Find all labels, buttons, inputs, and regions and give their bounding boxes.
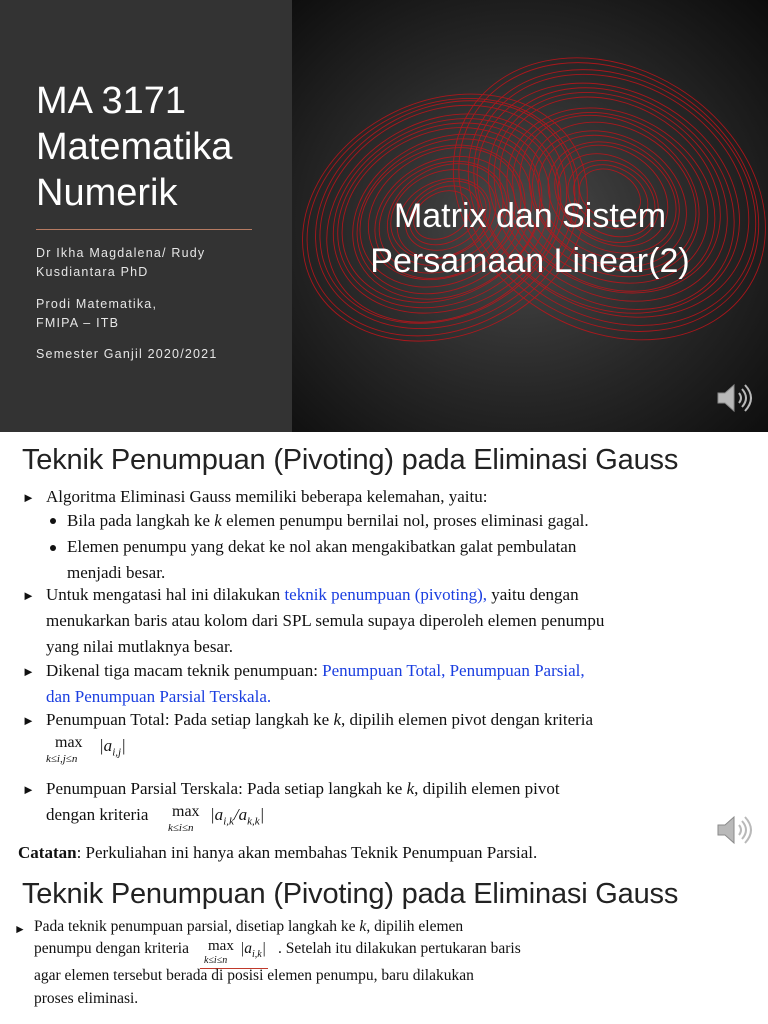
bullet-types-line2: dan Penumpuan Parsial Terskala.	[46, 687, 272, 706]
subscript: i,k	[252, 949, 262, 961]
slide-title	[320, 194, 740, 284]
max-operator: max	[208, 938, 234, 954]
note-label: Catatan	[18, 843, 77, 862]
partial-pivot-line3: agar elemen tersebut berada di posisi elemen penumpu, baru dilakukan	[34, 967, 474, 984]
text: yaitu dengan	[487, 585, 579, 604]
author-line1: Dr Ikha Magdalena/ Rudy	[36, 246, 206, 260]
course-name-line2: Numerik	[36, 172, 178, 214]
course-code: MA 3171	[36, 80, 186, 122]
bullet-dot-icon	[50, 518, 56, 524]
partial-pivot-line2-end: . Setelah itu dilakukan pertukaran baris	[278, 940, 521, 957]
partial-pivoting-slide	[0, 864, 768, 1024]
affiliation-line1: Prodi Matematika,	[36, 297, 158, 311]
author-line2: Kusdiantara PhD	[36, 265, 149, 279]
var-k: k	[214, 511, 222, 530]
formula-scaled-ratio	[210, 804, 264, 832]
course-name-line1: Matematika	[36, 126, 233, 168]
affiliation-line2: FMIPA – ITB	[36, 316, 120, 330]
var-k: k	[333, 710, 341, 729]
semester: Semester Ganjil 2020/2021	[36, 347, 218, 361]
text: |a	[210, 805, 224, 824]
title-divider	[36, 229, 252, 230]
bullet-solution-line3: yang nilai mutlaknya besar.	[46, 637, 233, 656]
course-title	[36, 78, 286, 216]
bullet-triangle-icon: ►	[22, 490, 35, 505]
text: Penumpuan Parsial Terskala: Pada setiap langkah ke	[46, 779, 407, 798]
text: |a	[240, 940, 253, 957]
subscript: i,j	[112, 746, 122, 759]
sub-bullet-rounding-line1: Elemen penumpu yang dekat ke nol akan mengakibatkan galat pembulatan	[67, 537, 577, 556]
subscript: k,k	[247, 815, 260, 828]
title-panel	[0, 0, 292, 432]
text: , dipilih elemen pivot	[414, 779, 560, 798]
bullet-triangle-icon: ►	[22, 664, 35, 679]
bullet-triangle-icon: ►	[22, 782, 35, 797]
affiliation	[36, 295, 157, 333]
slide-title-line1: Matrix dan Sistem	[393, 197, 667, 235]
title-slide	[0, 0, 768, 432]
var-k: k	[359, 918, 367, 935]
text: , dipilih elemen	[366, 918, 464, 935]
subscript: i,k	[223, 815, 234, 828]
bullet-total-pivoting	[46, 709, 593, 731]
bullet-scaled-pivoting-line1	[46, 778, 560, 800]
pivoting-types-term: Penumpuan Total, Penumpuan Parsial,	[322, 661, 585, 680]
speaker-icon[interactable]	[714, 810, 754, 850]
partial-pivot-line1	[34, 916, 463, 938]
text: |	[259, 805, 265, 824]
note-text: : Perkuliahan ini hanya akan membahas Teknik Penumpuan Parsial.	[76, 843, 538, 862]
text: Bila pada langkah ke	[67, 511, 215, 530]
bullet-triangle-icon: ►	[14, 922, 26, 936]
text: , dipilih elemen pivot dengan kriteria	[340, 710, 594, 729]
partial-pivot-line2-start: penumpu dengan kriteria	[34, 940, 189, 957]
text: Untuk mengatasi hal ini dilakukan	[46, 585, 285, 604]
var-k: k	[406, 779, 415, 798]
authors	[36, 244, 205, 282]
slide-title-line2: Persamaan Linear(2)	[370, 242, 690, 280]
max-subscript: k≤i≤n	[204, 955, 228, 966]
text: |	[261, 940, 266, 957]
text: |a	[99, 736, 113, 755]
slide-heading: Teknik Penumpuan (Pivoting) pada Eliminasi Gauss	[22, 878, 679, 910]
text: Dikenal tiga macam teknik penumpuan:	[46, 661, 323, 680]
sub-bullet-zero-pivot	[67, 510, 589, 532]
text: Penumpuan Total: Pada setiap langkah ke	[46, 710, 334, 729]
bullet-solution-line2: menukarkan baris atau kolom dari SPL semula supaya diperoleh elemen penumpu	[46, 611, 605, 630]
slide-heading: Teknik Penumpuan (Pivoting) pada Eliminasi Gauss	[22, 444, 679, 476]
bullet-triangle-icon: ►	[22, 713, 35, 728]
bullet-weaknesses: Algoritma Eliminasi Gauss memiliki beberapa kelemahan, yaitu:	[46, 487, 488, 506]
pivoting-term: teknik penumpuan (pivoting),	[284, 585, 487, 604]
max-operator: max	[55, 734, 83, 751]
text: |	[121, 736, 126, 755]
partial-pivot-line4: proses eliminasi.	[34, 990, 139, 1007]
bullet-types-line1	[46, 660, 585, 682]
bullet-dot-icon	[50, 545, 56, 551]
text: Pada teknik penumpuan parsial, disetiap langkah ke	[34, 918, 360, 935]
max-operator: max	[172, 803, 200, 820]
note	[18, 842, 537, 864]
bullet-solution-line1	[46, 584, 579, 606]
text: elemen penumpu bernilai nol, proses eliminasi gagal.	[221, 511, 589, 530]
speaker-icon[interactable]	[714, 378, 754, 418]
bullet-triangle-icon: ►	[22, 588, 35, 603]
bullet-scaled-pivoting-line2: dengan kriteria	[46, 805, 149, 824]
formula-abs-aij	[99, 735, 126, 763]
max-subscript: k≤i≤n	[168, 822, 194, 834]
sub-bullet-rounding-line2: menjadi besar.	[67, 563, 166, 582]
pivoting-slide	[0, 432, 768, 864]
formula-abs-aik	[240, 938, 266, 966]
max-subscript: k≤i,j≤n	[46, 753, 78, 765]
text: /a	[233, 805, 248, 824]
